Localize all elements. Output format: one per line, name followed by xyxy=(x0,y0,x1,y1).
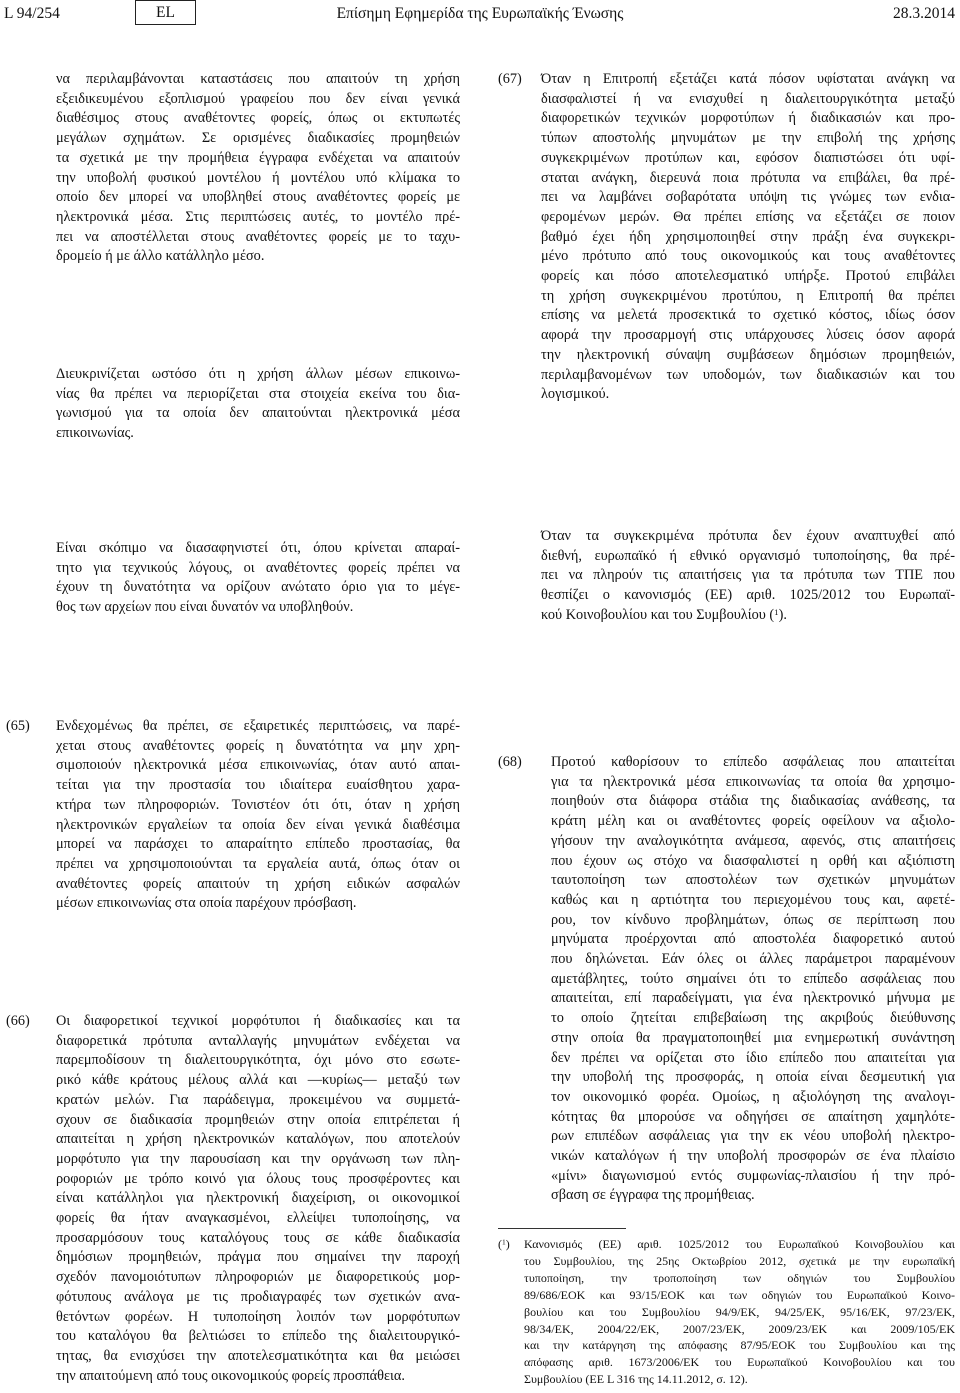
text-line: κότητας θα μπορούσε να οδηγήσει σε απαίτηση χαμηλότε- xyxy=(551,1108,955,1125)
text-line: Κανονισμός (ΕΕ) αριθ. 1025/2012 του Ευρωπαϊκού Κοινοβουλίου και xyxy=(524,1237,955,1251)
footnote-reference[interactable]: 1 xyxy=(774,606,779,617)
text-line: σχεδόν πανομοιότυπων πληροφοριών με διαφορετικούς μορ- xyxy=(56,1269,460,1286)
text-line: κρατών μελών. Για παράδειγμα, προκειμένου να συμμετά- xyxy=(56,1091,460,1108)
text-line: για τα ηλεκτρονικά μέσα επικοινωνίας τα οποία θα χρησιμο- xyxy=(551,773,955,790)
footnote-marker xyxy=(498,1236,510,1253)
text-line: ποιηθούν στα διάφορα στάδια της διαδικασίας ανάθεσης, τα xyxy=(551,793,955,810)
text-line: νικών καταλόγων ή την υποβολή προσφορών σε ένα πλαίσιο xyxy=(551,1148,955,1165)
text-line: θος των αρχείων που είναι δυνατόν να υποβληθούν. xyxy=(56,599,354,616)
text-line: Όταν τα συγκεκριμένα πρότυπα δεν έχουν αναπτυχθεί από xyxy=(541,528,955,544)
text-line: απόφασης αριθ. 1673/2006/ΕΚ του Ευρωπαϊκού Κοινοβουλίου και του xyxy=(524,1355,955,1370)
text-line: αφορά την προσαρμογή στις υπάρχουσες λύσεις όσον αφορά xyxy=(541,327,955,344)
publication-date: 28.3.2014 xyxy=(893,5,955,22)
text-line: στην οποία θα πραγματοποιηθεί μια ενημερωτική συνάντηση xyxy=(551,1029,955,1046)
text-line: διεθνή, ευρωπαϊκό ή εθνικό οργανισμό τυποποίησης, θα πρέ- xyxy=(541,547,955,564)
text-line: τητο για τεχνικούς λόγους, οι αναθέτοντες φορείς πρέπει να xyxy=(56,559,460,576)
recital-67-text xyxy=(541,70,955,405)
text-line: φότυπους ανάλογα με τις προδιαγραφές των σχετικών ανα- xyxy=(56,1288,460,1305)
text-line: σταται ανάγκη, διερευνά ποια πρότυπα να επιβάλει, θα πρέ- xyxy=(541,169,955,186)
text-line: 98/34/ΕΚ, 2004/22/ΕΚ, 2007/23/ΕΚ, 2009/23/ΕΚ και 2009/105/ΕΚ xyxy=(524,1321,955,1336)
text-line: «μίνι» διαγωνισμού εντός συμφωνίας-πλαισίου ή την πρό- xyxy=(551,1167,955,1184)
text-line: παρεμποδίσουν τη διαλειτουργικότητα, όχι μόνο στο εσωτε- xyxy=(56,1052,460,1069)
text-span: κού Κοινοβουλίου και του Συμβουλίου ( xyxy=(541,606,775,623)
text-line: την υποβολή φυσικού μοντέλου ή μοντέλου υπό κλίμακα το xyxy=(56,169,460,186)
journal-title: Επίσημη Εφημερίδα της Ευρωπαϊκής Ένωσης xyxy=(336,5,624,22)
text-line: ροφοριών με τρόπο κοινό για όλους τους προσφέροντες και xyxy=(56,1170,460,1187)
text-line: φερομένων μερών. Θα πρέπει επίσης να εξετάζει σε ποιον xyxy=(541,208,955,225)
text-line: Προτού καθορίσουν το επίπεδο ασφάλειας που απαιτείται xyxy=(551,754,955,770)
text-line: μπορεί να παράσχει το απαραίτητο επίπεδο προστασίας, θα xyxy=(56,836,460,853)
text-line: που δηλώνεται. Εάν όλες οι άλλες παράμετροι παραμένουν xyxy=(551,951,955,968)
text-line: τείται για την προστασία του ιδιαίτερα ευαίσθητου χαρα- xyxy=(56,777,460,794)
text-line: θετόντων φορέων. Η τυποποίηση λοιπόν των μορφότυπων xyxy=(56,1308,460,1325)
text-line: κτήρα των πληροφοριών. Τονιστέον ότι ότι, όταν η χρήση xyxy=(56,796,460,813)
text-line: βουλίου και του Συμβουλίου 94/9/ΕΚ, 94/25/ΕΚ, 95/16/ΕΚ, 97/23/ΕΚ, xyxy=(524,1304,955,1319)
text-line: σχουν σε διαδικασία προμηθειών στην οποία επιτρέπεται ή xyxy=(56,1111,460,1128)
text-line: αμετάβλητες, τούτο σημαίνει ότι το επίπεδο ασφάλειας που xyxy=(551,970,955,987)
text-line: προσαρμόσουν τους καταλόγους τους σε κάθε διαδικασία xyxy=(56,1229,460,1246)
text-line: ρου, τον κίνδυνο προβλημάτων, όπως σε περίπτωση που xyxy=(551,911,955,928)
text-line: Ενδεχομένως θα πρέπει, σε εξαιρετικές περιπτώσεις, να παρέ- xyxy=(56,718,460,734)
text-line: πει να λαμβάνει σοβαρότατα υπόψη τις γνώμες των ενδια- xyxy=(541,189,955,206)
text-line: λογισμικού. xyxy=(541,386,610,403)
text-line: επικοινωνίας. xyxy=(56,425,134,442)
text-line: διαθέσιμος στους αναθέτοντες φορείς, όπως οι εκτυπωτές xyxy=(56,110,460,127)
text-line: θεσπίζει ο κανονισμός (ΕΕ) αριθ. 1025/2012 του Ευρωπαϊ- xyxy=(541,587,955,604)
text-line: είναι κατάλληλοι για ηλεκτρονική διαχείριση, οι οικονομικοί xyxy=(56,1190,460,1207)
text-line: νίας θα πρέπει να περιορίζεται στα στοιχεία εκείνα του δια- xyxy=(56,385,460,402)
footnote-marker-open: ( xyxy=(498,1237,502,1251)
footnote-text xyxy=(524,1236,955,1388)
text-line: πει να πληρούν τις απαιτήσεις για τα πρότυπα των ΤΠΕ που xyxy=(541,567,955,584)
text-line: ηλεκτρονικά μέσα. Στις περιπτώσεις αυτές, το μοντέλο πρέ- xyxy=(56,208,460,225)
text-line: ρων επιπέδων ασφάλειας για την εκ νέου υποβολή ηλεκτρο- xyxy=(551,1128,955,1145)
text-line: διαφορετικά πρότυπα ανταλλαγής μηνυμάτων ενδέχεται να xyxy=(56,1032,460,1049)
text-line: Διευκρινίζεται ωστόσο ότι η χρήση άλλων μέσων επικοινω- xyxy=(56,366,460,382)
recital-68-text xyxy=(551,753,955,1206)
text-line: τητας, θα ενισχύσει την αποτελεσματικότητα και θα μειώσει xyxy=(56,1347,460,1364)
text-line: μέσων επικοινωνίας στα οποία παρέχουν πρόσβαση. xyxy=(56,895,357,912)
text-line: τύπων αποστολής μηνυμάτων με την επιβολή της χρήσης xyxy=(541,130,955,147)
text-line: Είναι σκόπιμο να διασαφηνιστεί ότι, όπου κρίνεται απαραί- xyxy=(56,540,460,556)
file-size-paragraph xyxy=(56,539,460,618)
text-line: ρικό κάθε κράτους μέλους αλλά και —κυρίως— μεταξύ των xyxy=(56,1072,460,1089)
text-line: μεγάλων σχημάτων. Σε ορισμένες διαδικασίες προμηθειών xyxy=(56,130,460,147)
text-line: 89/686/ΕΟΚ και 93/15/ΕΟΚ και των οδηγιών του Ευρωπαϊκού Κοινο- xyxy=(524,1287,955,1302)
text-line: κράτη μέλη και οι αναθέτοντες φορείς οφείλουν να αξιολο- xyxy=(551,813,955,830)
text-line: μένο πρότυπο από τους οικονομικούς και τους αναθέτοντες xyxy=(541,248,955,265)
recital-65-text xyxy=(56,717,460,914)
text-line: τα σχετικά με την προμήθεια έγγραφα ενδέχεται να απαιτούν xyxy=(56,149,460,166)
text-line: και την κατάργηση της απόφασης 87/95/ΕΟΚ του Συμβουλίου και της xyxy=(524,1338,955,1353)
text-line: οποίο δεν μπορεί να υποβληθεί στους αναθέτοντες φορείς με xyxy=(56,189,460,206)
text-line: διασφαλιστεί ή να ενισχυθεί η διαλειτουργικότητα μεταξύ xyxy=(541,90,955,107)
text-line: πρέπει να χρησιμοποιούνται τα εργαλεία αυτά, όπως όταν οι xyxy=(56,855,460,872)
text-line: δεν πρέπει να ορίζεται στο ίδιο επίπεδο που απαιτείται για xyxy=(551,1049,955,1066)
text-line: την υποβολή της προσφοράς, η οποία είναι δεσμευτική για xyxy=(551,1069,955,1086)
text-line: Όταν η Επιτροπή εξετάζει κατά πόσον υφίσταται ανάγκη να xyxy=(541,71,955,87)
text-line: την ηλεκτρονική σύναψη συμβάσεων δημόσιων προμηθειών, xyxy=(541,346,955,363)
text-line: φορείς και πόσο αποτελεσματικό υπήρξε. Προτού επιβάλει xyxy=(541,268,955,285)
text-line: επίσης να μελετά προσεκτικά το σχετικό κόστος, ιδίως όσον xyxy=(541,307,955,324)
text-line: το οποίο ζητείται επιβεβαίωση της ακριβούς διεύθυνσης xyxy=(551,1010,955,1027)
recital-number-66: (66) xyxy=(6,1013,30,1029)
text-line: που έχουν ως στόχο να διασφαλιστεί η ορθή και αξιόπιστη xyxy=(551,852,955,869)
recital-66-text xyxy=(56,1012,460,1386)
standards-paragraph xyxy=(541,527,955,626)
page-reference: L 94/254 xyxy=(4,5,60,22)
text-line: περιλαμβανομένων των υποδομών, των διαδικασιών και του xyxy=(541,366,955,383)
text-line: σιμοποιούν ηλεκτρονικά μέσα επικοινωνίας, όταν αυτό απαι- xyxy=(56,757,460,774)
text-line: Οι διαφορετικοί τεχνικοί μορφότυποι ή διαδικασίες και τα xyxy=(56,1013,460,1029)
footnote-separator xyxy=(498,1228,626,1229)
text-line: εξειδικευμένου εξοπλισμού γραφείου που δεν είναι γενικά xyxy=(56,90,460,107)
text-line: δημόσιων προμηθειών, πράγμα που σημαίνει την παροχή xyxy=(56,1249,460,1266)
text-line: βαθμό έχει ήδη χρησιμοποιηθεί στην πράξη ένα συγκεκρι- xyxy=(541,228,955,245)
text-line: απαιτείται, επί παραδείγματι, για ένα ηλεκτρονικό μήνυμα με xyxy=(551,990,955,1007)
clarification-paragraph xyxy=(56,365,460,444)
recital-number-68: (68) xyxy=(498,754,522,770)
text-line: του καταλόγου θα βελτιώσει το επίπεδο της διαλειτουργικό- xyxy=(56,1328,460,1345)
text-line: γήσουν την αναλογικότητα ανάμεσα, αφενός, στις απαιτήσεις xyxy=(551,832,955,849)
text-line xyxy=(541,606,955,626)
text-line: τον οικονομικό φορέα. Ομοίως, η αξιολόγηση της αναλογι- xyxy=(551,1088,955,1105)
text-line: ταυτοποίηση των αποστολέων των σχετικών μηνυμάτων xyxy=(551,872,955,889)
language-badge: EL xyxy=(135,0,196,25)
text-line: τυποποίηση, την τροποποίηση των οδηγιών του Συμβουλίου xyxy=(524,1270,955,1285)
text-line: καθώς και η αρτιότητα του περιεχομένου τους και, αφετέ- xyxy=(551,891,955,908)
footnote-marker-number: 1 xyxy=(502,1237,506,1247)
text-line: γωνισμού για τα οποία δεν απαιτούνται ηλεκτρονικά μέσα xyxy=(56,405,460,422)
text-line: του Συμβουλίου, της 25ης Οκτωβρίου 2012, σχετικά με την ευρωπαϊκή xyxy=(524,1253,955,1268)
text-line: απαιτείται η χρήση ηλεκτρονικών καταλόγων, που αποτελούν xyxy=(56,1131,460,1148)
recital-number-65: (65) xyxy=(6,718,30,734)
text-line: μηνύματα προέρχονται από αποστολέα διαφορετικό αυτού xyxy=(551,931,955,948)
text-line: αναθέτοντες φορείς απαιτούν τη χρήση ειδικών ασφαλών xyxy=(56,875,460,892)
text-line: Συμβουλίου (ΕΕ L 316 της 14.11.2012, σ. 12). xyxy=(524,1372,748,1387)
text-line: διαφορετικών τεχνικών μορφοτύπων ή διαδικασιών και προ- xyxy=(541,110,955,127)
text-line: ηλεκτρονικών εργαλείων τα οποία δεν είναι γενικά διαθέσιμα xyxy=(56,816,460,833)
text-line: συγκεκριμένων προτύπων και, εφόσον διαπιστώσει ότι υφί- xyxy=(541,149,955,166)
continuation-paragraph xyxy=(56,70,460,267)
text-line: πει να αποστέλλεται στους αναθέτοντες φορείς με το ταχυ- xyxy=(56,228,460,245)
text-span: ). xyxy=(778,606,787,623)
text-line: φορείς θα ήταν αναγκασμένοι, ελλείψει τυποποίησης, να xyxy=(56,1210,460,1227)
text-line: μορφότυπο για την παρουσίαση και την οργάνωση των πλη- xyxy=(56,1150,460,1167)
recital-number-67: (67) xyxy=(498,71,522,87)
text-line: δρομείο ή με άλλο κατάλληλο μέσο. xyxy=(56,248,265,265)
footnote-marker-close: ) xyxy=(505,1237,510,1251)
text-line: σβαση σε έγγραφα της προμήθειας. xyxy=(551,1187,755,1204)
text-line: τη χρήση συγκεκριμένου προτύπου, η Επιτροπή θα πρέπει xyxy=(541,287,955,304)
text-line: την απαιτούμενη από τους οικονομικούς φορείς προσπάθεια. xyxy=(56,1367,405,1384)
text-line: να περιλαμβάνονται καταστάσεις που απαιτούν τη χρήση xyxy=(56,71,460,87)
text-line: έχουν τη δυνατότητα να ορίζουν ανώτατο όριο για το μέγε- xyxy=(56,579,460,596)
text-line: χεται στους αναθέτοντες φορείς η δυνατότητα να μην χρη- xyxy=(56,737,460,754)
